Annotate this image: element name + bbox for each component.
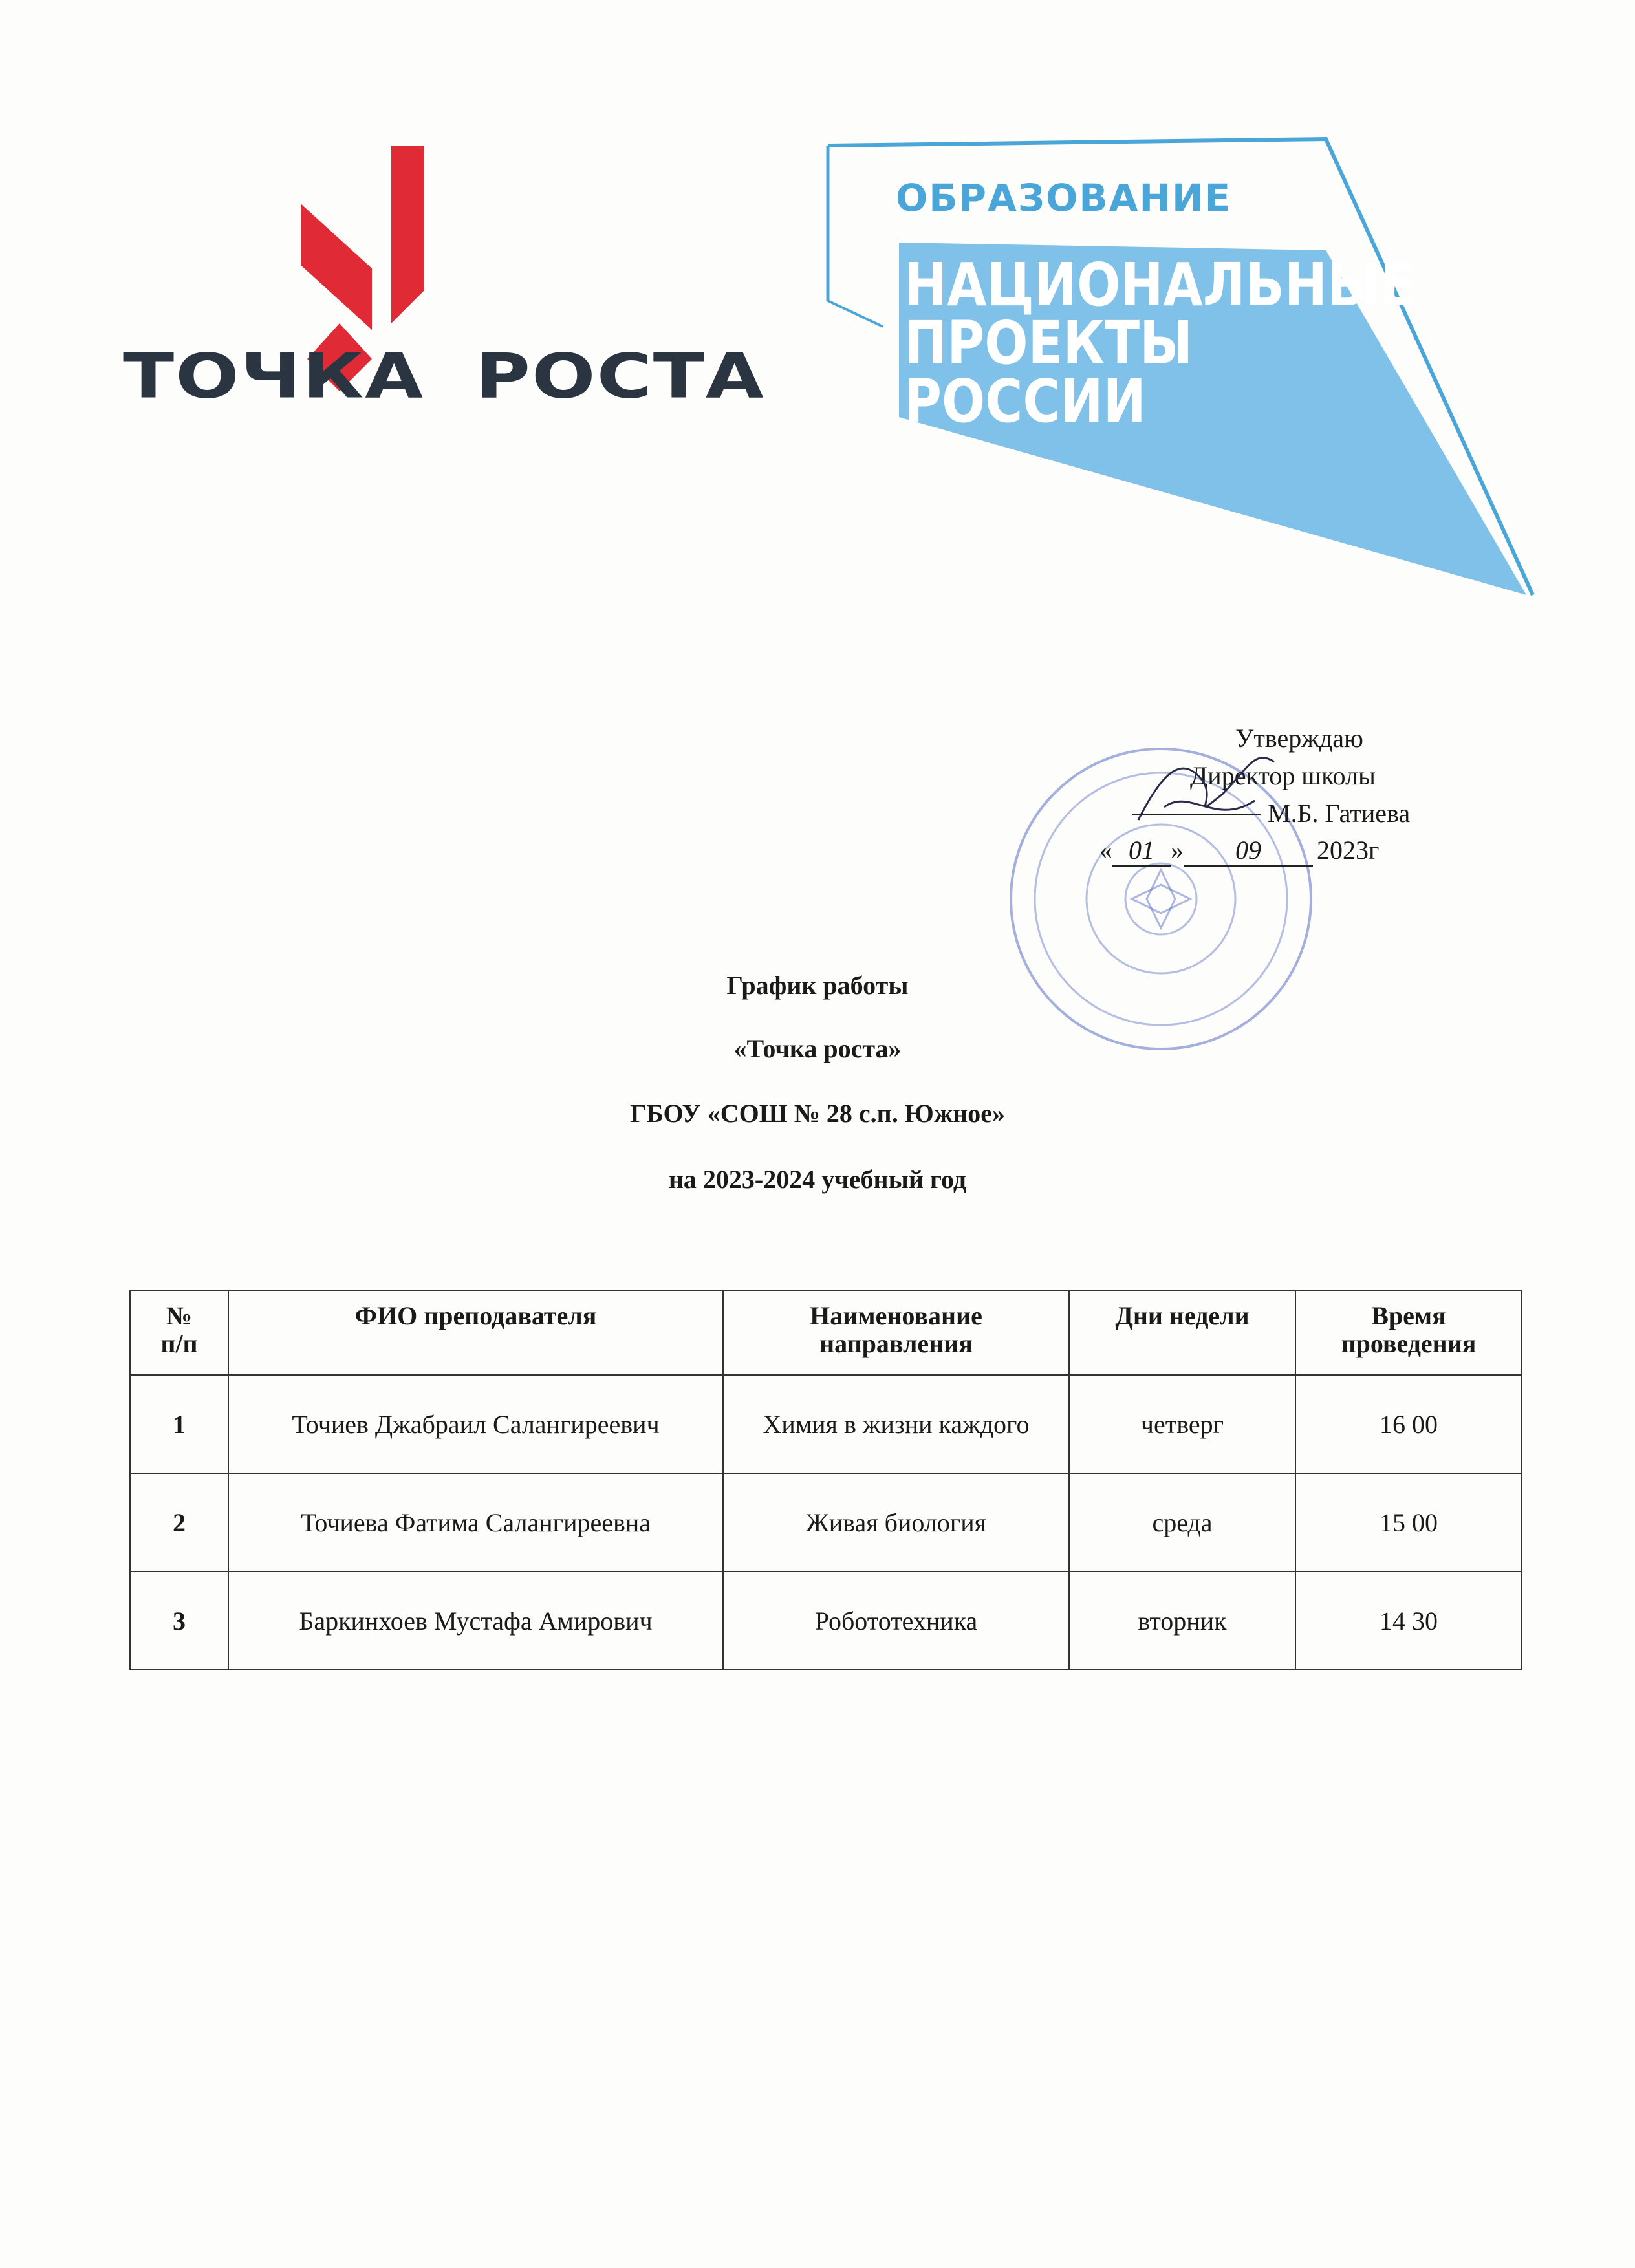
- national-projects-line-2: ПРОЕКТЫ: [904, 308, 1193, 378]
- row-direction: Химия в жизни каждого: [723, 1375, 1069, 1473]
- table-row: [130, 1571, 1522, 1670]
- approval-date: [1099, 835, 1379, 867]
- row-days: вторник: [1069, 1571, 1295, 1670]
- title-line-3: ГБОУ «СОШ № 28 с.п. Южное»: [629, 1099, 1006, 1128]
- table-row: [130, 1375, 1522, 1473]
- row-teacher: Баркинхоев Мустафа Амирович: [228, 1571, 723, 1670]
- header-num-line2: п/п: [160, 1329, 198, 1359]
- header-num: [130, 1291, 228, 1375]
- date-month: 09: [1184, 835, 1313, 867]
- row-teacher: Точиева Фатима Салангиреевна: [228, 1473, 723, 1571]
- row-days: среда: [1069, 1473, 1295, 1571]
- row-num: 1: [130, 1375, 228, 1473]
- header-days: Дни недели: [1069, 1291, 1295, 1375]
- row-num: 3: [130, 1571, 228, 1670]
- title-line-2: «Точка роста»: [733, 1034, 902, 1063]
- tochka-word: ТОЧКА: [123, 340, 425, 413]
- row-direction: Робототехника: [723, 1571, 1069, 1670]
- approval-heading: Утверждаю: [1235, 724, 1363, 753]
- title-line-1: График работы: [726, 971, 909, 1000]
- schedule-table: [129, 1290, 1522, 1670]
- date-year: 2023г: [1317, 836, 1380, 865]
- header-name: ФИО преподавателя: [228, 1291, 723, 1375]
- approval-block: [1099, 723, 1462, 872]
- national-projects-line-3: РОССИИ: [904, 367, 1146, 436]
- date-open-quote: «: [1099, 836, 1112, 865]
- row-time: 16 00: [1295, 1375, 1522, 1473]
- row-time: 14 30: [1295, 1571, 1522, 1670]
- national-projects-line-1: НАЦИОНАЛЬНЫЕ: [904, 250, 1416, 319]
- row-direction: Живая биология: [723, 1473, 1069, 1571]
- tochka-rosta-logo: [116, 142, 765, 440]
- row-num: 2: [130, 1473, 228, 1571]
- row-teacher: Точиев Джабраил Салангиреевич: [228, 1375, 723, 1473]
- header-num-line1: №: [166, 1301, 193, 1330]
- table-row: [130, 1473, 1522, 1571]
- row-days: четверг: [1069, 1375, 1295, 1473]
- national-projects-logo: [821, 133, 1543, 608]
- header-direction: Наименование направления: [723, 1291, 1069, 1375]
- rosta-word: РОСТА: [475, 340, 765, 413]
- approval-position: Директор школы: [1190, 761, 1376, 790]
- director-name: М.Б. Гатиева: [1268, 799, 1411, 828]
- date-close-quote: »: [1171, 836, 1184, 865]
- table-header-row: [130, 1291, 1522, 1375]
- date-day: 01: [1112, 835, 1171, 867]
- header-time: Время проведения: [1295, 1291, 1522, 1375]
- title-line-4: на 2023-2024 учебный год: [668, 1165, 967, 1194]
- row-time: 15 00: [1295, 1473, 1522, 1571]
- national-projects-top-line: ОБРАЗОВАНИЕ: [896, 176, 1232, 220]
